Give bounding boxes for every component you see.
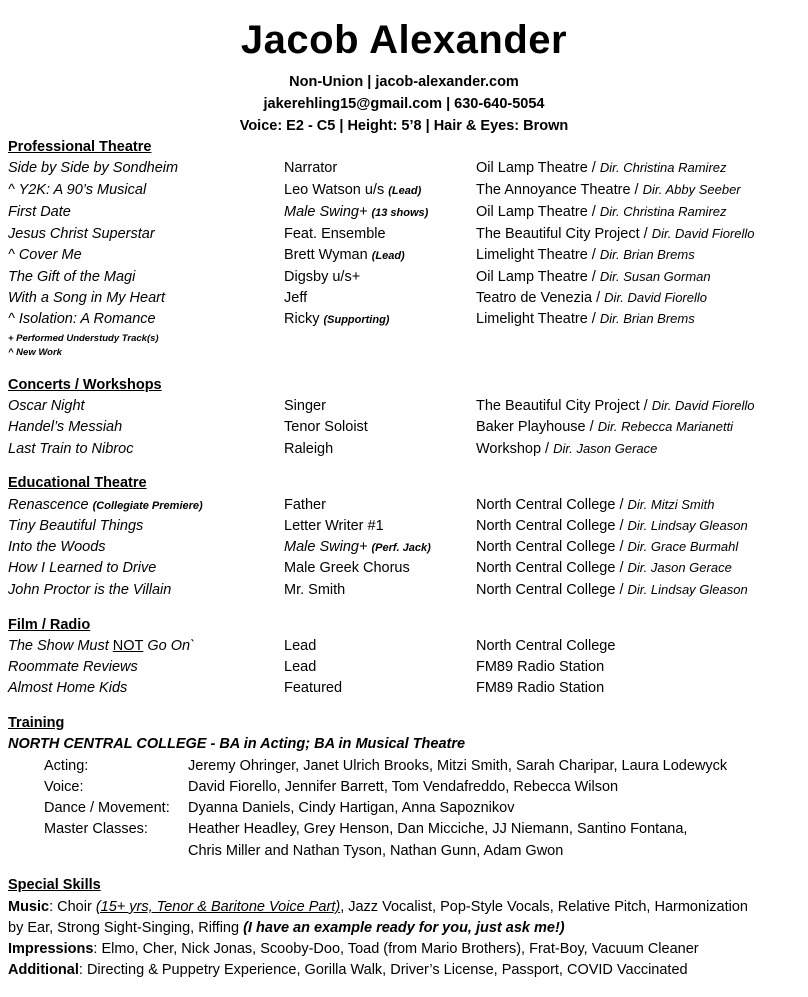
credit-role bbox=[284, 311, 389, 327]
credit-show: Roommate Reviews bbox=[8, 659, 138, 675]
venue-name: Oil Lamp Theatre / bbox=[476, 160, 600, 176]
credit-row bbox=[8, 311, 798, 331]
credit-show: Jesus Christ Superstar bbox=[8, 226, 155, 242]
training-category: Master Classes: bbox=[44, 821, 148, 837]
role-note: (Perf. Jack) bbox=[371, 542, 431, 554]
credit-show: ^ Cover Me bbox=[8, 247, 82, 263]
section-title-skills: Special Skills bbox=[8, 877, 101, 893]
credit-venue bbox=[476, 204, 727, 220]
training-row bbox=[44, 843, 794, 863]
credit-venue bbox=[476, 518, 748, 534]
skills-text: : Directing & Puppetry Experience, Gorilla Walk, Driver’s License, Passport, COVID Vaccinated bbox=[78, 962, 688, 978]
role-name: Ricky bbox=[284, 311, 324, 327]
role-name: Leo Watson u/s bbox=[284, 182, 389, 198]
credit-venue bbox=[476, 247, 695, 263]
director: Dir. Jason Gerace bbox=[627, 560, 732, 575]
credit-show: Oscar Night bbox=[8, 398, 85, 414]
venue-name: Limelight Theatre / bbox=[476, 247, 600, 263]
role-name: Brett Wyman bbox=[284, 247, 372, 263]
venue-name: Baker Playhouse / bbox=[476, 419, 598, 435]
credit-row bbox=[8, 269, 798, 289]
section-title-professional: Professional Theatre bbox=[8, 139, 152, 155]
training-school: NORTH CENTRAL COLLEGE - BA in Acting; BA in Musical Theatre bbox=[8, 736, 466, 752]
show-name: Renascence bbox=[8, 497, 93, 513]
credit-role: Jeff bbox=[284, 290, 308, 306]
director: Dir. David Fiorello bbox=[651, 398, 755, 413]
credit-row bbox=[8, 247, 798, 267]
credit-show: Side by Side by Sondheim bbox=[8, 160, 179, 176]
skills-additional-label: Additional bbox=[8, 962, 79, 978]
section-title-film: Film / Radio bbox=[8, 617, 91, 633]
skills-music-label: Music bbox=[8, 899, 50, 915]
section-title-training: Training bbox=[8, 715, 65, 731]
credit-show: Almost Home Kids bbox=[8, 680, 128, 696]
contact-line-stats: Voice: E2 - C5 | Height: 5’8 | Hair & Eyes: Brown bbox=[239, 118, 569, 134]
training-category: Voice: bbox=[44, 779, 84, 795]
venue-name: Oil Lamp Theatre / bbox=[476, 204, 600, 220]
credit-role: Male Greek Chorus bbox=[284, 560, 410, 576]
credit-venue: North Central College bbox=[476, 638, 616, 654]
credit-show bbox=[8, 497, 203, 513]
role-name: Male Swing+ bbox=[284, 539, 372, 555]
director: Dir. Lindsay Gleason bbox=[627, 582, 748, 597]
credit-role: Lead bbox=[284, 638, 317, 654]
credit-venue bbox=[476, 311, 695, 327]
credit-role: Raleigh bbox=[284, 441, 334, 457]
role-note: (Supporting) bbox=[323, 314, 390, 326]
credit-show: ^ Isolation: A Romance bbox=[8, 311, 156, 327]
venue-name: Workshop / bbox=[476, 441, 554, 457]
director: Dir. Rebecca Marianetti bbox=[597, 419, 734, 434]
credit-venue bbox=[476, 160, 727, 176]
skills-music-line2 bbox=[8, 920, 800, 936]
credit-venue bbox=[476, 398, 755, 414]
credit-venue: FM89 Radio Station bbox=[476, 680, 605, 696]
credit-venue bbox=[476, 419, 733, 435]
credit-row bbox=[8, 638, 798, 658]
credit-role: Mr. Smith bbox=[284, 582, 346, 598]
skills-impressions bbox=[8, 941, 800, 957]
director: Dir. Abby Seeber bbox=[642, 182, 741, 197]
legend-understudy: + Performed Understudy Track(s) bbox=[8, 333, 159, 344]
credit-row bbox=[8, 560, 798, 580]
show-name-emphasis: NOT bbox=[112, 638, 144, 654]
credit-role: Father bbox=[284, 497, 326, 513]
credit-show: ^ Y2K: A 90’s Musical bbox=[8, 182, 147, 198]
credit-show: Tiny Beautiful Things bbox=[8, 518, 144, 534]
venue-name: Limelight Theatre / bbox=[476, 311, 600, 327]
skills-music-line1 bbox=[8, 899, 800, 915]
credit-role: Tenor Soloist bbox=[284, 419, 368, 435]
credit-venue bbox=[476, 269, 711, 285]
skills-choir-detail: (15+ yrs, Tenor & Baritone Voice Part) bbox=[95, 899, 341, 915]
venue-name: Oil Lamp Theatre / bbox=[476, 269, 600, 285]
role-note: (Lead) bbox=[388, 185, 422, 197]
director: Dir. Brian Brems bbox=[599, 247, 695, 262]
venue-name: North Central College / bbox=[476, 560, 628, 576]
credit-venue bbox=[476, 290, 707, 306]
credit-venue: FM89 Radio Station bbox=[476, 659, 605, 675]
training-teachers: David Fiorello, Jennifer Barrett, Tom Vendafreddo, Rebecca Wilson bbox=[188, 779, 619, 795]
credit-show: First Date bbox=[8, 204, 71, 220]
training-row bbox=[44, 821, 794, 841]
training-row bbox=[44, 779, 794, 799]
credit-role bbox=[284, 247, 405, 263]
credit-venue bbox=[476, 441, 657, 457]
credit-show: Handel’s Messiah bbox=[8, 419, 123, 435]
credit-row bbox=[8, 160, 798, 180]
credit-row bbox=[8, 680, 798, 700]
director: Dir. Christina Ramirez bbox=[599, 204, 727, 219]
credit-row bbox=[8, 226, 798, 246]
skills-text: by Ear, Strong Sight-Singing, Riffing bbox=[8, 920, 244, 936]
venue-name: The Beautiful City Project / bbox=[476, 226, 652, 242]
credit-venue bbox=[476, 582, 748, 598]
credit-row bbox=[8, 204, 798, 224]
director: Dir. Susan Gorman bbox=[599, 269, 711, 284]
credit-role: Lead bbox=[284, 659, 317, 675]
credit-row bbox=[8, 290, 798, 310]
credit-role bbox=[284, 204, 428, 220]
training-row bbox=[44, 758, 794, 778]
venue-name: North Central College / bbox=[476, 518, 628, 534]
training-teachers: Chris Miller and Nathan Tyson, Nathan Gunn, Adam Gwon bbox=[188, 843, 564, 859]
skills-text: , Jazz Vocalist, Pop-Style Vocals, Relative Pitch, Harmonization bbox=[340, 899, 748, 915]
resume-name: Jacob Alexander bbox=[240, 18, 568, 62]
credit-show: Into the Woods bbox=[8, 539, 106, 555]
credit-row bbox=[8, 582, 798, 602]
credit-show: The Gift of the Magi bbox=[8, 269, 136, 285]
credit-row bbox=[8, 398, 798, 418]
credit-role: Letter Writer #1 bbox=[284, 518, 384, 534]
venue-name: North Central College / bbox=[476, 582, 628, 598]
section-title-concerts: Concerts / Workshops bbox=[8, 377, 162, 393]
credit-row bbox=[8, 497, 798, 517]
training-category: Dance / Movement: bbox=[44, 800, 170, 816]
training-row bbox=[44, 800, 794, 820]
director: Dir. Christina Ramirez bbox=[599, 160, 727, 175]
credit-show: John Proctor is the Villain bbox=[8, 582, 172, 598]
credit-role bbox=[284, 539, 431, 555]
role-name: Male Swing+ bbox=[284, 204, 372, 220]
training-teachers: Dyanna Daniels, Cindy Hartigan, Anna Sapoznikov bbox=[188, 800, 515, 816]
credit-show: How I Learned to Drive bbox=[8, 560, 157, 576]
skills-text: : Elmo, Cher, Nick Jonas, Scooby-Doo, Toad (from Mario Brothers), Frat-Boy, Vacuum Cleaner bbox=[93, 941, 699, 957]
director: Dir. Jason Gerace bbox=[553, 441, 658, 456]
credit-row bbox=[8, 419, 798, 439]
credit-venue bbox=[476, 560, 732, 576]
credit-row bbox=[8, 659, 798, 679]
training-teachers: Jeremy Ohringer, Janet Ulrich Brooks, Mitzi Smith, Sarah Charipar, Laura Lodewyck bbox=[188, 758, 728, 774]
credit-show: Last Train to Nibroc bbox=[8, 441, 134, 457]
venue-name: North Central College / bbox=[476, 539, 628, 555]
credit-row bbox=[8, 518, 798, 538]
credit-role: Narrator bbox=[284, 160, 338, 176]
credit-role: Featured bbox=[284, 680, 343, 696]
skills-riffing-note: (I have an example ready for you, just ask me!) bbox=[243, 920, 565, 936]
credit-venue bbox=[476, 497, 714, 513]
director: Dir. Brian Brems bbox=[599, 311, 695, 326]
director: Dir. Grace Burmahl bbox=[627, 539, 739, 554]
credit-role: Singer bbox=[284, 398, 326, 414]
credit-row bbox=[8, 441, 798, 461]
director: Dir. David Fiorello bbox=[604, 290, 707, 305]
credit-role bbox=[284, 182, 421, 198]
training-category: Acting: bbox=[44, 758, 89, 774]
show-name-part: The Show Must bbox=[8, 638, 113, 654]
credit-row bbox=[8, 539, 798, 559]
section-title-educational: Educational Theatre bbox=[8, 475, 147, 491]
role-note: (13 shows) bbox=[371, 207, 429, 219]
legend-new-work: ^ New Work bbox=[8, 347, 62, 358]
skills-additional bbox=[8, 962, 800, 978]
contact-line-email-phone: jakerehling15@gmail.com | 630-640-5054 bbox=[263, 96, 545, 112]
credit-role: Digsby u/s+ bbox=[284, 269, 361, 285]
credit-row bbox=[8, 182, 798, 202]
credit-show bbox=[8, 638, 195, 654]
training-teachers: Heather Headley, Grey Henson, Dan Micciche, JJ Niemann, Santino Fontana, bbox=[188, 821, 688, 837]
venue-name: Teatro de Venezia / bbox=[476, 290, 605, 306]
show-note: (Collegiate Premiere) bbox=[92, 500, 203, 512]
credit-role: Feat. Ensemble bbox=[284, 226, 386, 242]
credit-venue bbox=[476, 182, 741, 198]
venue-name: North Central College / bbox=[476, 497, 628, 513]
skills-impressions-label: Impressions bbox=[8, 941, 94, 957]
venue-name: The Annoyance Theatre / bbox=[476, 182, 643, 198]
credit-venue bbox=[476, 539, 738, 555]
venue-name: The Beautiful City Project / bbox=[476, 398, 652, 414]
director: Dir. David Fiorello bbox=[651, 226, 755, 241]
show-name-part: Go On` bbox=[143, 638, 195, 654]
credit-show: With a Song in My Heart bbox=[8, 290, 166, 306]
skills-text: : Choir bbox=[49, 899, 96, 915]
director: Dir. Mitzi Smith bbox=[627, 497, 715, 512]
credit-venue bbox=[476, 226, 755, 242]
contact-line-union-website: Non-Union | jacob-alexander.com bbox=[289, 74, 519, 90]
director: Dir. Lindsay Gleason bbox=[627, 518, 748, 533]
role-note: (Lead) bbox=[371, 250, 405, 262]
